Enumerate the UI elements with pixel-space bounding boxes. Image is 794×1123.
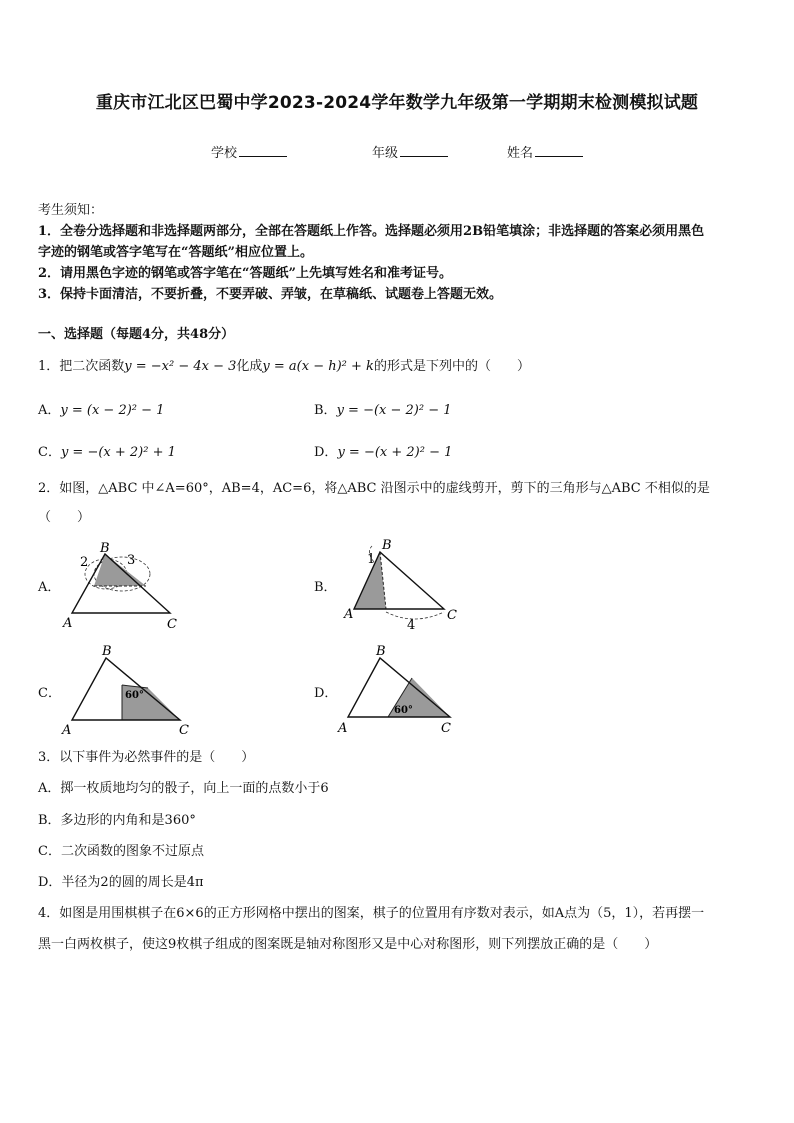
q1-option-b-text: y = −(x − 2)² − 1: [336, 403, 452, 418]
figure-c-vertex-c: C: [179, 723, 189, 738]
figure-a-vertex-b: B: [100, 541, 110, 556]
figure-b-length-1: 1: [367, 552, 376, 567]
school-label: 学校: [211, 146, 238, 161]
q1-option-b-label: B．: [314, 403, 337, 418]
q1-option-a-text: y = (x − 2)² − 1: [60, 403, 165, 418]
q1-expr2: y = a(x − h)² + k: [262, 359, 374, 374]
q1-suffix: 的形式是下列中的（ ）: [373, 359, 530, 374]
figure-d-vertex-c: C: [441, 721, 451, 736]
figure-b-vertex-a: A: [344, 607, 354, 622]
section-heading: 一、选择题（每题4分，共48分）: [38, 327, 235, 342]
q3-option-d[interactable]: D．半径为2的圆的周长是4π: [38, 875, 204, 890]
q2-option-b-label[interactable]: B．: [314, 580, 337, 595]
figure-d-vertex-a: A: [338, 721, 348, 736]
q1-expr1: y = −x² − 4x − 3: [124, 359, 237, 374]
question-1-stem: [38, 356, 530, 377]
notice-block: [38, 200, 758, 305]
figure-a-vertex-a: A: [63, 616, 73, 631]
q3-option-a[interactable]: A．掷一枚质地均匀的骰子，向上一面的点数小于6: [38, 781, 329, 796]
question-3-stem: 3．以下事件为必然事件的是（ ）: [38, 750, 255, 765]
figure-c-vertex-b: B: [102, 644, 112, 659]
q1-option-a-label: A．: [38, 403, 61, 418]
question-2-paren: （ ）: [38, 510, 91, 525]
page-title: 重庆市江北区巴蜀中学2023-2024学年数学九年级第一学期期末检测模拟试题: [95, 93, 699, 113]
q2-figure-c[interactable]: [58, 640, 198, 740]
name-blank[interactable]: [535, 144, 583, 157]
figure-c-vertex-a: A: [62, 723, 72, 738]
q1-option-c[interactable]: [38, 441, 176, 460]
figure-b-length-4: 4: [407, 618, 416, 633]
notice-item-3: 3．保持卡面清洁，不要折叠，不要弄破、弄皱，在草稿纸、试题卷上答题无效。: [38, 287, 503, 302]
notice-item-1-cont: 字迹的钢笔或答字笔写在“答题纸”相应位置上。: [38, 245, 313, 260]
q1-option-b[interactable]: [314, 399, 452, 418]
q3-option-c[interactable]: C．二次函数的图象不过原点: [38, 844, 204, 859]
name-label: 姓名: [507, 146, 534, 161]
notice-heading: 考生须知：: [38, 203, 104, 218]
q3-option-b[interactable]: B．多边形的内角和是360°: [38, 813, 196, 828]
q1-option-a[interactable]: [38, 399, 164, 418]
figure-b-vertex-b: B: [382, 538, 392, 553]
q2-figure-a[interactable]: [58, 538, 188, 633]
figure-c-angle-label: 60°: [125, 690, 144, 701]
grade-label: 年级: [372, 146, 399, 161]
question-4-stem-line1: 4．如图是用围棋棋子在6×6的正方形网格中摆出的图案，棋子的位置用有序数对表示，如A点为（5，1），若再摆一: [38, 906, 705, 921]
q2-figure-b[interactable]: [336, 536, 466, 636]
q1-mid: 化成: [236, 359, 263, 374]
figure-d-angle-label: 60°: [394, 705, 413, 716]
q2-option-c-label[interactable]: C．: [38, 686, 61, 701]
grade-field[interactable]: [372, 142, 448, 161]
q1-option-d-label: D．: [314, 445, 338, 460]
name-field[interactable]: [507, 142, 583, 161]
figure-a-length-2: 2: [80, 555, 89, 570]
question-4-stem-line2: 黑一白两枚棋子，使这9枚棋子组成的图案既是轴对称图形又是中心对称图形，则下列摆放正确的是（ ）: [38, 937, 658, 952]
q1-prefix: 1．把二次函数: [38, 359, 125, 374]
school-field[interactable]: [211, 142, 287, 161]
q2-option-a-label[interactable]: A．: [38, 580, 61, 595]
q2-figure-d[interactable]: [336, 640, 466, 740]
school-blank[interactable]: [239, 144, 287, 157]
q1-option-c-label: C．: [38, 445, 61, 460]
q1-option-d-text: y = −(x + 2)² − 1: [337, 445, 453, 460]
q1-option-c-text: y = −(x + 2)² + 1: [60, 445, 176, 460]
figure-d-vertex-b: B: [376, 644, 386, 659]
question-2-stem: 2．如图，△ABC 中∠A=60°，AB=4，AC=6，将△ABC 沿图示中的虚线剪开，剪下的三角形与△ABC 不相似的是: [38, 481, 710, 496]
figure-b-vertex-c: C: [447, 608, 457, 623]
figure-a-vertex-c: C: [167, 617, 177, 632]
notice-item-2: 2．请用黑色字迹的钢笔或答字笔在“答题纸”上先填写姓名和准考证号。: [38, 266, 453, 281]
q2-option-d-label[interactable]: D．: [314, 686, 338, 701]
q1-option-d[interactable]: [314, 441, 452, 460]
notice-item-1: 1．全卷分选择题和非选择题两部分，全部在答题纸上作答。选择题必须用2B铅笔填涂；非选择题的答案必须用黑色: [38, 224, 705, 239]
grade-blank[interactable]: [400, 144, 448, 157]
figure-a-length-3: 3: [127, 553, 136, 568]
